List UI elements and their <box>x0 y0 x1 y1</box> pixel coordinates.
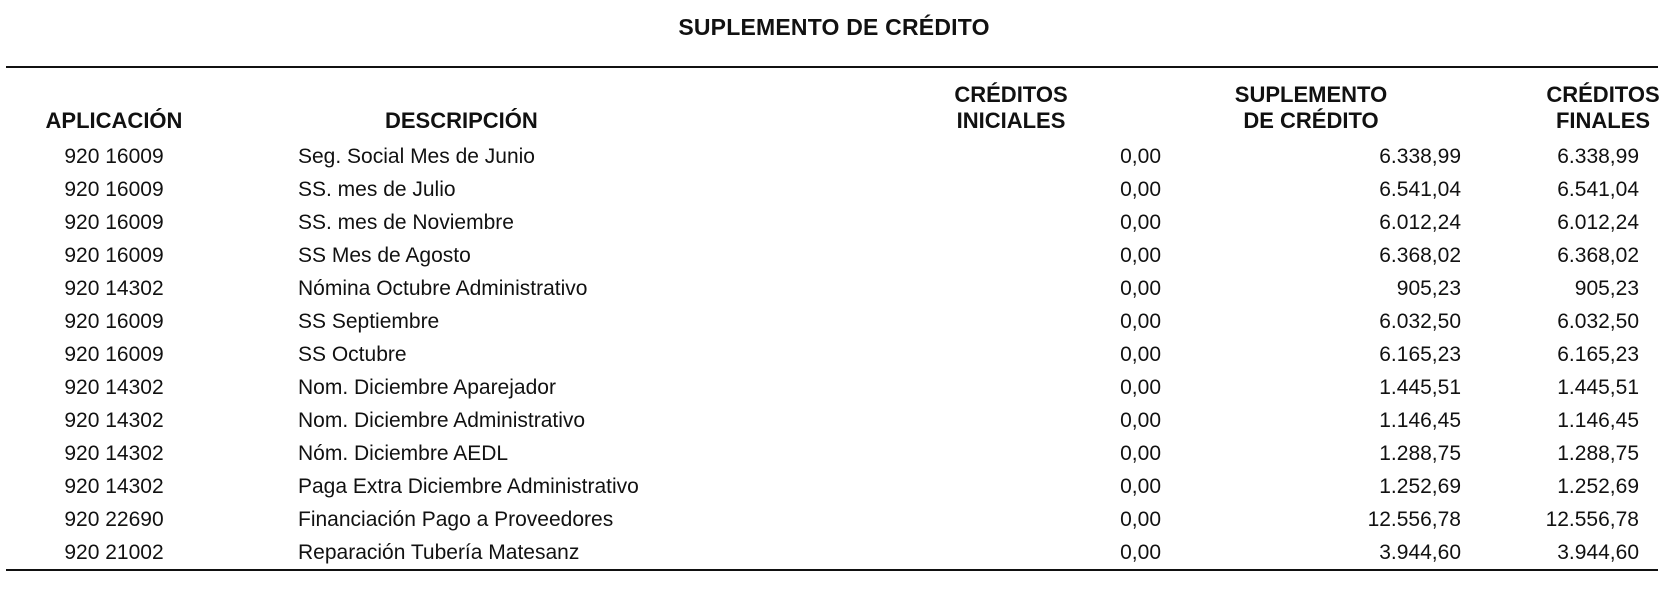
cell-suplemento: 1.252,69 <box>1379 474 1461 498</box>
cell-descripcion: Nom. Diciembre Administrativo <box>298 408 586 432</box>
table-row <box>6 470 1668 503</box>
credit-table-container <box>6 66 1658 571</box>
table-row <box>6 173 1668 206</box>
cell-descripcion: SS. mes de Noviembre <box>298 210 514 234</box>
cell-descripcion: Paga Extra Diciembre Administrativo <box>298 474 639 498</box>
cell-aplicacion: 920 14302 <box>64 441 164 465</box>
header-descripcion-label: DESCRIPCIÓN <box>385 108 538 133</box>
cell-descripcion: SS Septiembre <box>298 309 440 333</box>
cell-descripcion: Financiación Pago a Proveedores <box>298 507 614 531</box>
header-creditos-iniciales <box>861 68 1161 138</box>
cell-aplicacion: 920 16009 <box>64 210 164 234</box>
cell-creditos-iniciales: 0,00 <box>1120 243 1161 267</box>
document-title: SUPLEMENTO DE CRÉDITO <box>678 14 990 40</box>
cell-creditos-finales: 1.146,45 <box>1557 408 1639 432</box>
cell-suplemento: 6.368,02 <box>1379 243 1461 267</box>
cell-aplicacion: 920 16009 <box>64 243 164 267</box>
cell-creditos-finales: 3.944,60 <box>1557 540 1639 564</box>
table-row <box>6 404 1668 437</box>
cell-creditos-iniciales: 0,00 <box>1120 540 1161 564</box>
cell-creditos-finales: 6.032,50 <box>1557 309 1639 333</box>
cell-aplicacion: 920 14302 <box>64 375 164 399</box>
cell-descripcion: Nómina Octubre Administrativo <box>298 276 588 300</box>
cell-creditos-finales: 6.165,23 <box>1557 342 1639 366</box>
cell-creditos-finales: 905,23 <box>1574 276 1639 300</box>
cell-suplemento: 6.165,23 <box>1379 342 1461 366</box>
header-suplemento-line2: DE CRÉDITO <box>1243 108 1379 133</box>
header-creditos-finales-line1: CRÉDITOS <box>1546 82 1660 107</box>
cell-descripcion: Nom. Diciembre Aparejador <box>298 375 556 399</box>
cell-suplemento: 6.032,50 <box>1379 309 1461 333</box>
table-row <box>6 206 1668 239</box>
cell-descripcion: SS Mes de Agosto <box>298 243 471 267</box>
header-suplemento-line1: SUPLEMENTO <box>1234 82 1388 107</box>
cell-suplemento: 1.146,45 <box>1379 408 1461 432</box>
cell-suplemento: 6.338,99 <box>1379 144 1461 168</box>
cell-creditos-iniciales: 0,00 <box>1120 276 1161 300</box>
cell-suplemento: 1.445,51 <box>1379 375 1461 399</box>
table-row <box>6 437 1668 470</box>
cell-aplicacion: 920 14302 <box>64 276 164 300</box>
cell-creditos-iniciales: 0,00 <box>1120 342 1161 366</box>
table-row <box>6 503 1668 536</box>
cell-creditos-iniciales: 0,00 <box>1120 210 1161 234</box>
cell-aplicacion: 920 16009 <box>64 144 164 168</box>
cell-creditos-iniciales: 0,00 <box>1120 177 1161 201</box>
header-creditos-finales <box>1461 68 1668 138</box>
cell-descripcion: SS Octubre <box>298 342 407 366</box>
cell-descripcion: Reparación Tubería Matesanz <box>298 540 580 564</box>
cell-creditos-finales: 6.012,24 <box>1557 210 1639 234</box>
table-body <box>6 138 1668 569</box>
cell-creditos-iniciales: 0,00 <box>1120 507 1161 531</box>
cell-creditos-finales: 12.556,78 <box>1545 507 1639 531</box>
table-row <box>6 338 1668 371</box>
cell-aplicacion: 920 16009 <box>64 342 164 366</box>
table-row <box>6 305 1668 338</box>
cell-suplemento: 6.541,04 <box>1379 177 1461 201</box>
cell-creditos-finales: 6.368,02 <box>1557 243 1639 267</box>
cell-creditos-finales: 1.445,51 <box>1557 375 1639 399</box>
cell-creditos-finales: 6.338,99 <box>1557 144 1639 168</box>
cell-creditos-iniciales: 0,00 <box>1120 144 1161 168</box>
cell-suplemento: 1.288,75 <box>1379 441 1461 465</box>
cell-creditos-finales: 1.252,69 <box>1557 474 1639 498</box>
cell-suplemento: 905,23 <box>1396 276 1461 300</box>
table-header-row <box>6 68 1668 138</box>
header-creditos-iniciales-line2: INICIALES <box>956 108 1066 133</box>
header-aplicacion <box>6 68 222 138</box>
cell-aplicacion: 920 14302 <box>64 408 164 432</box>
header-creditos-iniciales-line1: CRÉDITOS <box>954 82 1068 107</box>
cell-suplemento: 3.944,60 <box>1379 540 1461 564</box>
cell-creditos-iniciales: 0,00 <box>1120 375 1161 399</box>
table-row <box>6 272 1668 305</box>
cell-descripcion: Seg. Social Mes de Junio <box>298 144 535 168</box>
header-creditos-finales-line2: FINALES <box>1555 108 1651 133</box>
header-descripcion <box>222 68 861 138</box>
credit-table <box>6 68 1668 569</box>
cell-suplemento: 12.556,78 <box>1367 507 1461 531</box>
cell-descripcion: SS. mes de Julio <box>298 177 456 201</box>
cell-aplicacion: 920 22690 <box>64 507 164 531</box>
header-aplicacion-label: APLICACIÓN <box>45 108 183 133</box>
cell-creditos-iniciales: 0,00 <box>1120 408 1161 432</box>
cell-creditos-finales: 1.288,75 <box>1557 441 1639 465</box>
table-row <box>6 371 1668 404</box>
cell-aplicacion: 920 21002 <box>64 540 164 564</box>
cell-creditos-finales: 6.541,04 <box>1557 177 1639 201</box>
cell-creditos-iniciales: 0,00 <box>1120 309 1161 333</box>
cell-aplicacion: 920 16009 <box>64 177 164 201</box>
cell-aplicacion: 920 14302 <box>64 474 164 498</box>
table-row <box>6 536 1668 569</box>
cell-suplemento: 6.012,24 <box>1379 210 1461 234</box>
cell-creditos-iniciales: 0,00 <box>1120 474 1161 498</box>
table-row <box>6 138 1668 173</box>
table-row <box>6 239 1668 272</box>
cell-creditos-iniciales: 0,00 <box>1120 441 1161 465</box>
cell-aplicacion: 920 16009 <box>64 309 164 333</box>
cell-descripcion: Nóm. Diciembre AEDL <box>298 441 509 465</box>
header-suplemento <box>1161 68 1461 138</box>
